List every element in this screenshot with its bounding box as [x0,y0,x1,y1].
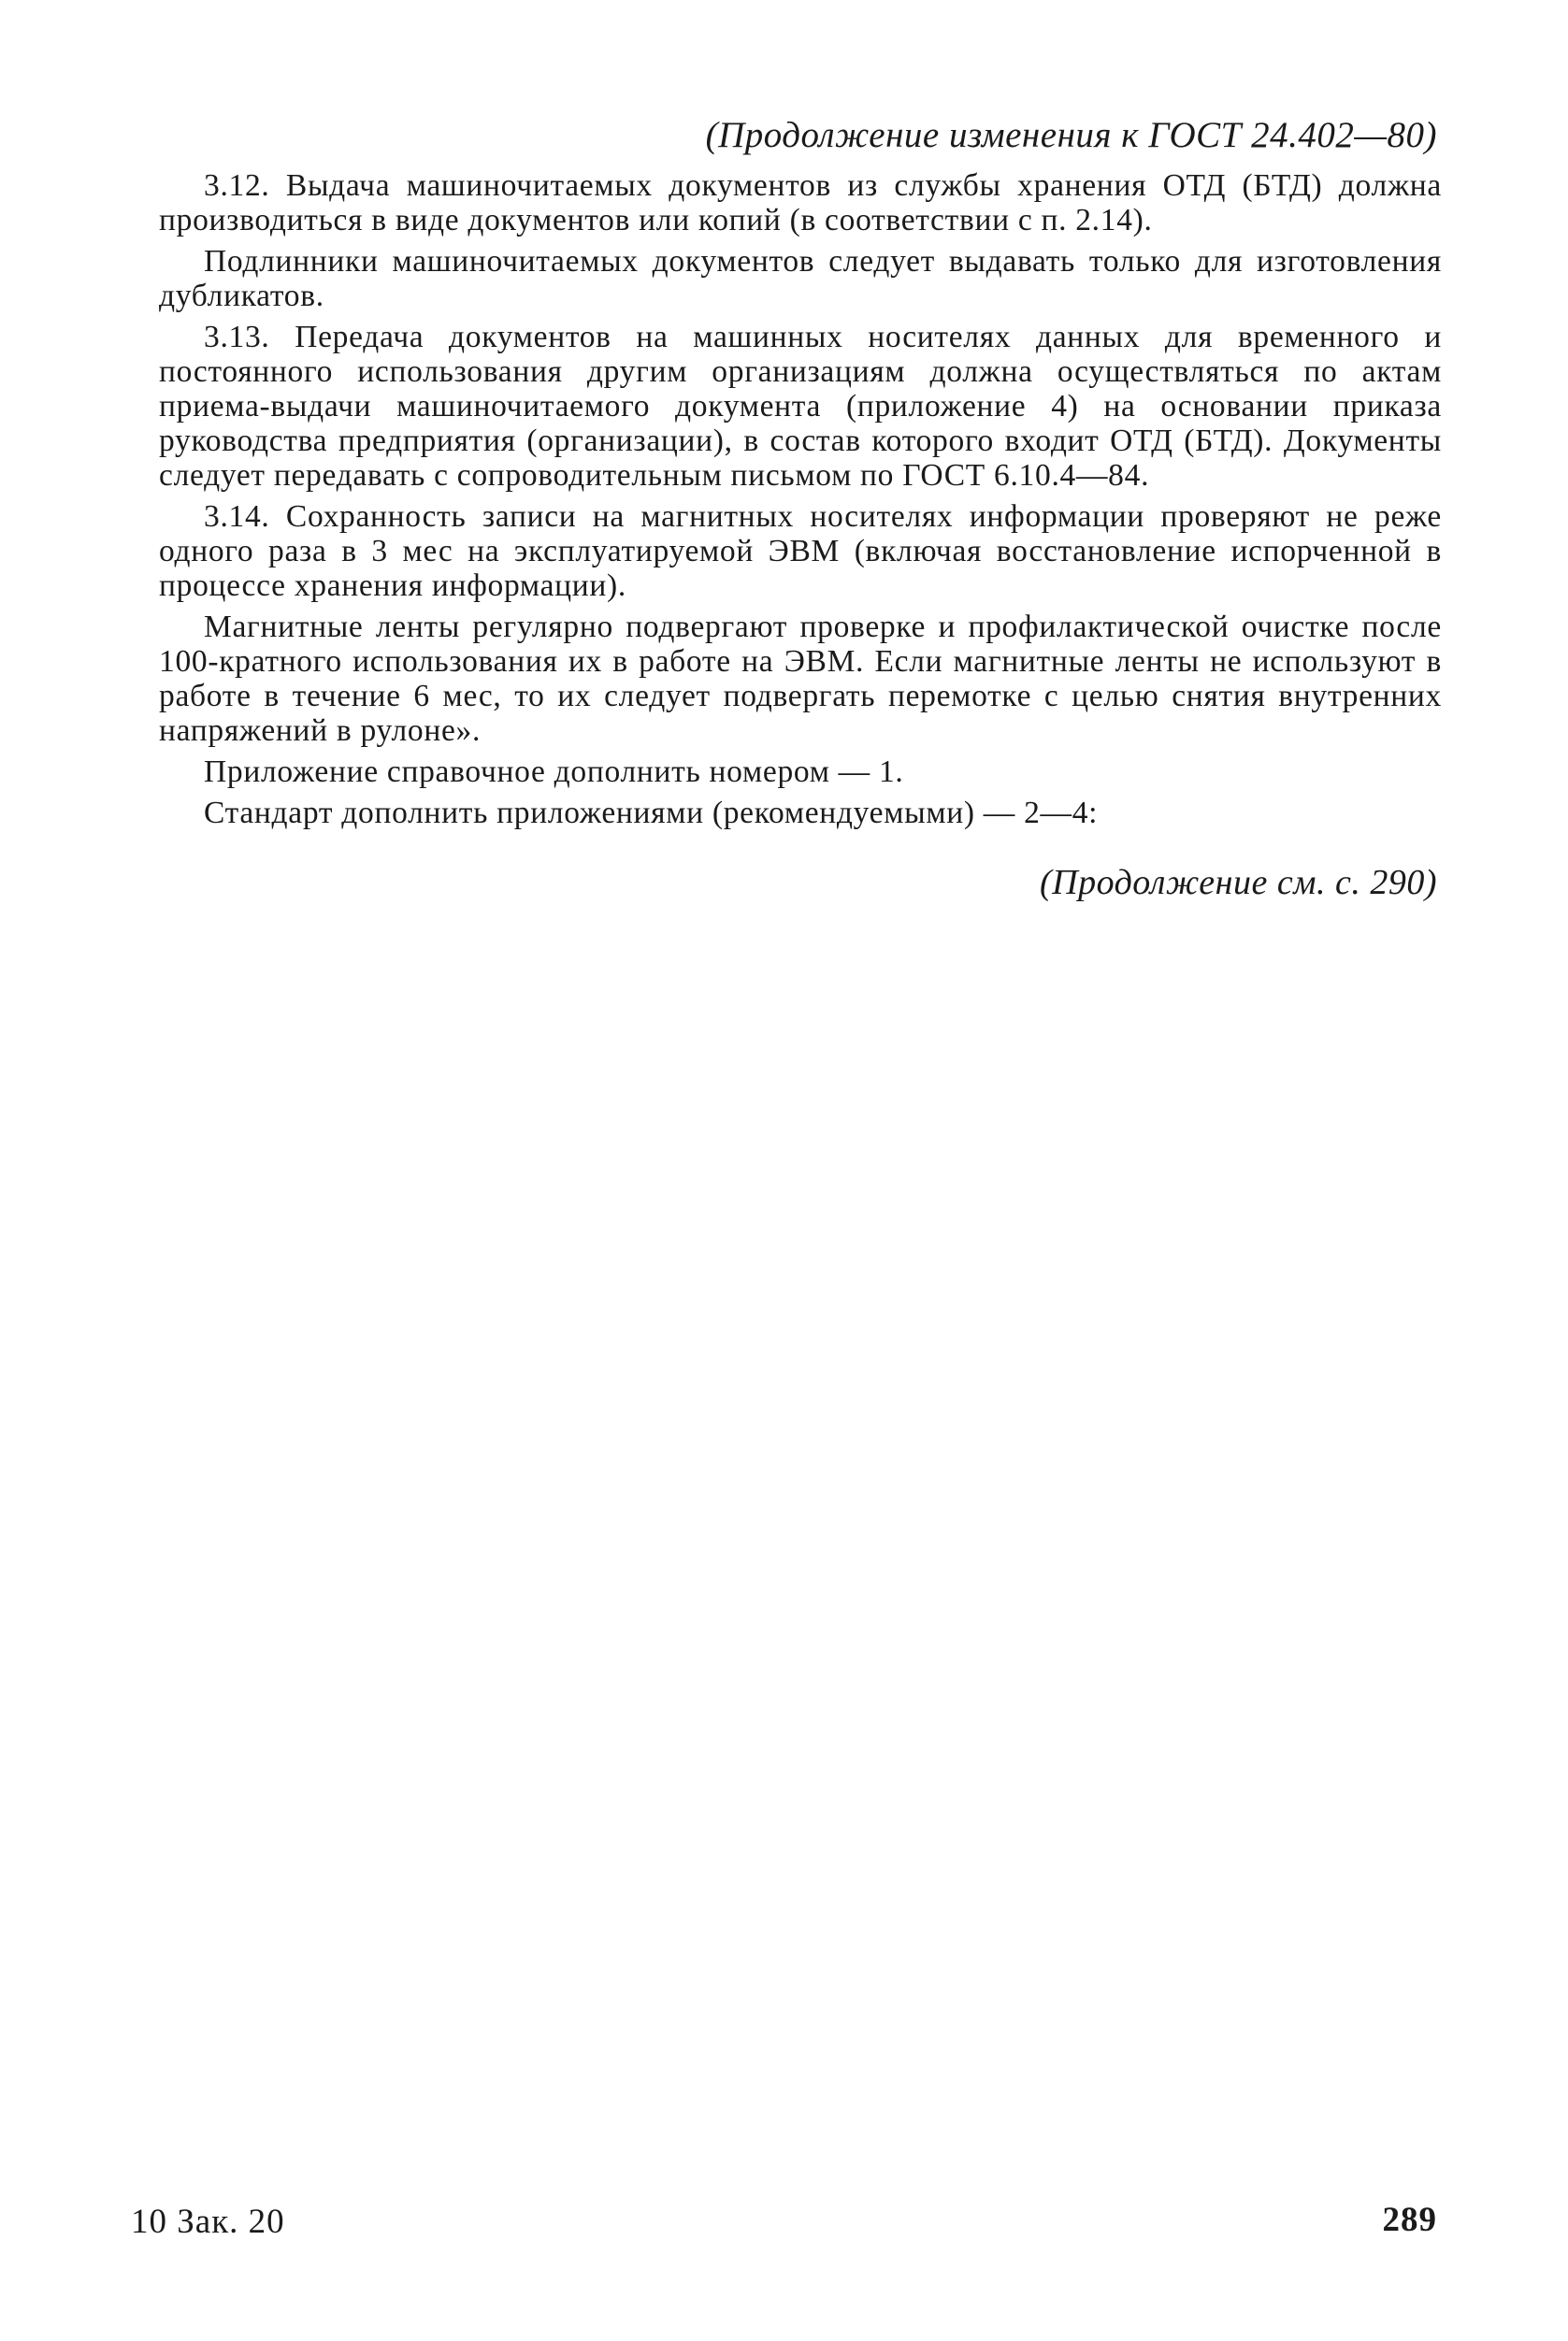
body-text [159,168,1442,837]
paragraph-3-14: 3.14. Сохранность записи на магнитных носителях информации проверяют не реже одного раза в 3 мес на эксплуатируемой ЭВМ (включая восстановление испорченной в процессе хранения информации). [159,499,1442,603]
continuation-header: (Продолжение изменения к ГОСТ 24.402—80) [705,115,1437,155]
paragraph-3-13: 3.13. Передача документов на машинных носителях данных для временного и постоянного использования другим организациям должна осуществляться по актам приема-выдачи машиночитаемого документа (приложение 4) на основании приказа руководства предприятия (организации), в состав которого входит ОТД (БТД). Документы следует передавать с сопроводительным письмом по ГОСТ 6.10.4—84. [159,320,1442,493]
paragraph-originals: Подлинники машиночитаемых документов следует выдавать только для изготовления дубликатов. [159,244,1442,313]
paragraph-magnetic-tapes: Магнитные ленты регулярно подвергают проверке и профилактической очистке после 100-кратного использования их в работе на ЭВМ. Если магнитные ленты не используют в работе в течение 6 мес, то их следует подвергать перемотке с целью снятия внутренних напряжений в рулоне». [159,610,1442,748]
paragraph-appendix-reference: Приложение справочное дополнить номером — 1. [204,754,904,789]
footer-order: 10 Зак. 20 [131,2203,285,2241]
continued-note: (Продолжение см. с. 290) [1039,863,1437,902]
page-number: 289 [1382,2201,1437,2239]
paragraph-3-12: 3.12. Выдача машиночитаемых документов из службы хранения ОТД (БТД) должна производиться в виде документов или копий (в соответствии с п. 2.14). [159,168,1442,237]
paragraph-appendices-recommended: Стандарт дополнить приложениями (рекомендуемыми) — 2—4: [204,796,1099,830]
